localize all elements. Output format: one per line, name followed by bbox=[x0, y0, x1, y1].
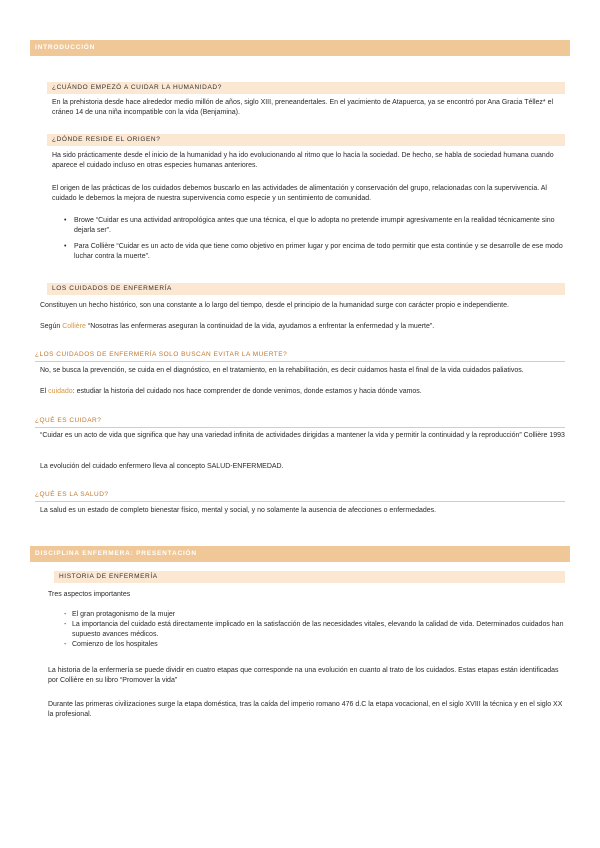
paragraph-cuidar-2: La evolución del cuidado enfermero lleva al concepto SALUD-ENFERMEDAD. bbox=[40, 463, 284, 470]
quote-browe: • Browe “Cuidar es una actividad antropológica antes que una técnica, el que lo adopta no pretende irrumpir agresivamente en la realidad técnicamente sino dejarla ser”. bbox=[64, 216, 564, 236]
paragraph-cuidar-1: “Cuidar es un acto de vida que significa que hay una variedad infinita de actividades dirigidas a mantener la vida y permitir la continuidad y la reproducción” Collière 1993 bbox=[40, 432, 565, 439]
question-heading-salud: ¿QUÉ ES LA SALUD? bbox=[35, 490, 565, 502]
aspect-item: - Comienzo de los hospitales bbox=[64, 640, 564, 650]
term-cuidado: cuidado bbox=[48, 388, 73, 395]
section-title-disciplina: DISCIPLINA ENFERMERA: PRESENTACIÓN bbox=[30, 546, 570, 562]
paragraph-cuidados-1: Constituyen un hecho histórico, son una constante a lo largo del tiempo, desde el principio de la humanidad surge con carácter propio e independiente. bbox=[40, 302, 509, 309]
paragraph-origin-1: Ha sido prácticamente desde el inicio de la humanidad y ha ido evolucionando al ritmo que lo hacía la sociedad. De hecho, se habla de sociedad humana cuando aparece el cuidado incluso en otras especies humanas anteriores. bbox=[52, 152, 554, 170]
paragraph-cuidados-2: Según Collière “Nosotras las enfermeras aseguran la continuidad de la vida, ayudamos a enfrentar la enfermedad y la muerte”. bbox=[40, 323, 435, 330]
heading-historia: HISTORIA DE ENFERMERÍA bbox=[54, 571, 565, 583]
question-heading-when: ¿CUÁNDO EMPEZÓ A CUIDAR LA HUMANIDAD? bbox=[47, 82, 565, 94]
paragraph-civilizaciones: Durante las primeras civilizaciones surge la etapa doméstica, tras la caída del imperio romano 476 d.C la etapa vocacional, en el siglo XVIII la técnica y en el siglo XX la profesional. bbox=[48, 701, 563, 719]
paragraph-etapas: La historia de la enfermería se puede dividir en cuatro etapas que corresponde na una evolución en cuanto al trato de los cuidados. Estas etapas están identificadas por Collière en su libro “Promover la vida” bbox=[48, 667, 559, 685]
aspect-item: - La importancia del cuidado está directamente implicado en la satisfacción de las necesidades vitales, elevando la calidad de vida. Determinados cuidados han supuesto avances médicos. bbox=[64, 620, 564, 640]
paragraph-salud: La salud es un estado de completo bienestar físico, mental y social, y no solamente la ausencia de afecciones o enfermedades. bbox=[40, 507, 437, 514]
quote-list bbox=[64, 216, 564, 269]
paragraph-death-2: El cuidado: estudiar la historia del cuidado nos hace comprender de donde venimos, donde estamos y hacia dónde vamos. bbox=[40, 388, 422, 395]
question-heading-cuidar: ¿QUÉ ES CUIDAR? bbox=[35, 416, 565, 428]
question-heading-origin: ¿DÓNDE RESIDE EL ORIGEN? bbox=[47, 134, 565, 146]
aspect-item: - El gran protagonismo de la mujer bbox=[64, 610, 564, 620]
paragraph-death-1: No, se busca la prevención, se cuida en el diagnóstico, en el tratamiento, en la rehabilitación, es decir cuidamos hasta el final de la vida cuidados paliativos. bbox=[40, 367, 524, 374]
author-name-colliere: Collière bbox=[62, 323, 86, 330]
paragraph-aspects-intro: Tres aspectos importantes bbox=[48, 591, 131, 598]
quote-colliere: • Para Collière “Cuidar es un acto de vida que tiene como objetivo en primer lugar y por encima de todo permitir que esta continúe y se desarrolle de ese modo luchar contra la muerte”. bbox=[64, 242, 564, 262]
question-heading-death: ¿LOS CUIDADOS DE ENFERMERÍA SOLO BUSCAN EVITAR LA MUERTE? bbox=[35, 350, 565, 362]
aspects-list bbox=[64, 610, 564, 651]
heading-cuidados: LOS CUIDADOS DE ENFERMERÍA bbox=[47, 283, 565, 295]
paragraph-origin-2: El origen de las prácticas de los cuidados debemos buscarlo en las actividades de alimentación y conservación del grupo, relacionadas con la supervivencia. Al cuidado le debemos la mejora de nuestra supervivencia como especie y un sentimiento de comunidad. bbox=[52, 185, 547, 203]
paragraph-when: En la prehistoria desde hace alrededor medio millón de años, siglo XIII, preneandertales. En el yacimiento de Atapuerca, ya se encontró por Ana Gracia Téllez* el cráneo 14 de una niña incompatible con la vida (Benjamina). bbox=[52, 99, 554, 117]
section-title-introduccion: INTRODUCCIÓN bbox=[30, 40, 570, 56]
